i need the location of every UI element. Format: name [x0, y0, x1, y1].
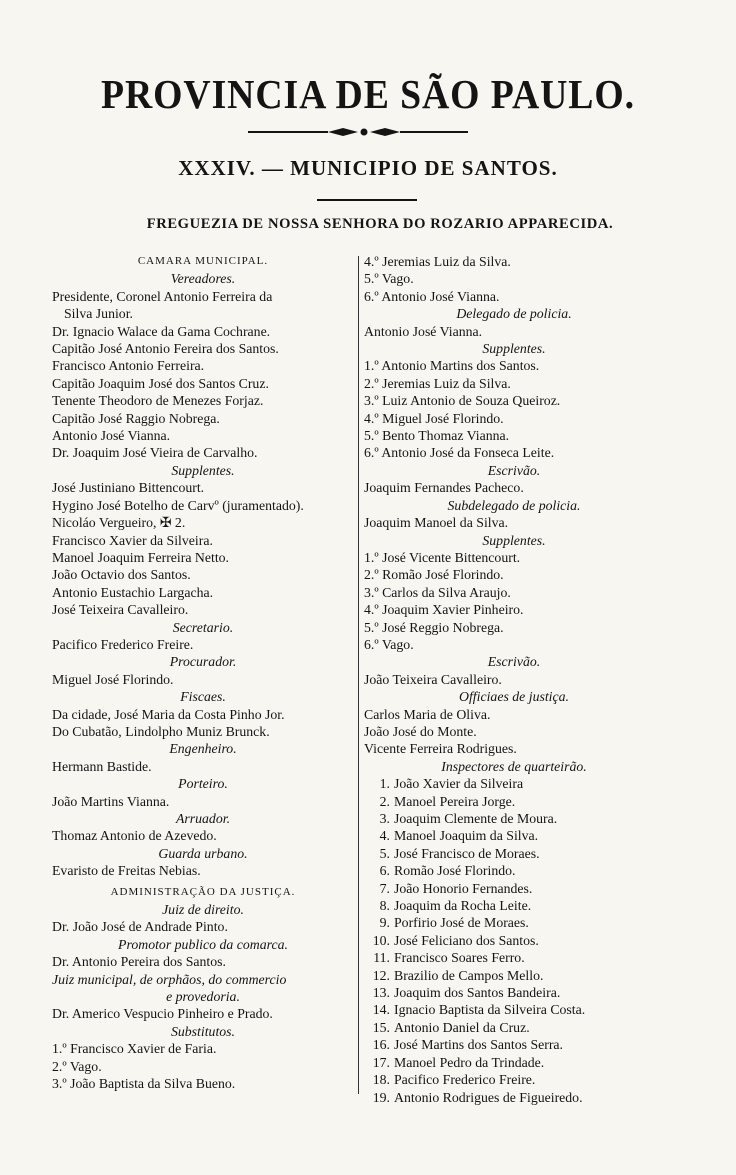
entry-name: Joaquim Xavier Pinheiro. [382, 602, 524, 618]
ordinal: 10. [372, 932, 390, 948]
subsection-heading: Juiz de direito. [162, 902, 244, 918]
list-item [364, 357, 664, 374]
ordinal: 12. [372, 967, 390, 983]
list-item: Vicente Ferreira Rodrigues. [364, 741, 517, 757]
list-item [364, 253, 664, 270]
entry-name: Ignacio Baptista da Silveira Costa. [394, 1002, 586, 1018]
subsection-heading: Guarda urbano. [158, 845, 248, 861]
list-item: Pacifico Frederico Freire. [52, 636, 194, 652]
ordinal: 2.º [364, 567, 379, 583]
list-item: João Octavio dos Santos. [52, 567, 191, 583]
list-item [364, 793, 664, 810]
entry-name: Pacifico Frederico Freire. [394, 1072, 536, 1088]
subsection-heading: Fiscaes. [180, 689, 226, 705]
entry-name: Manoel Joaquim da Silva. [394, 828, 539, 844]
entry-name: Antonio José Vianna. [381, 288, 500, 304]
list-item: João Martins Vianna. [52, 793, 170, 809]
subsection-heading: Delegado de policia. [456, 306, 572, 322]
list-item [364, 1019, 664, 1036]
list-item [364, 619, 664, 636]
list-item [364, 270, 664, 287]
entry-name: Antonio José da Fonseca Leite. [381, 445, 555, 461]
list-item [364, 967, 664, 984]
list-item [52, 1040, 354, 1057]
list-item: Joaquim Fernandes Pacheco. [364, 480, 524, 496]
list-item [364, 1089, 664, 1106]
ordinal: 7. [379, 880, 390, 896]
ordinal: 4. [379, 828, 390, 844]
entry-name: José Martins dos Santos Serra. [394, 1037, 563, 1053]
entry-name: José Vicente Bittencourt. [382, 549, 521, 565]
subsection-heading: Procurador. [169, 654, 237, 670]
entry-name: Jeremias Luiz da Silva. [382, 375, 511, 391]
list-item [364, 444, 664, 461]
list-item: Thomaz Antonio de Azevedo. [52, 828, 217, 844]
entry-name: João Honorio Fernandes. [394, 880, 533, 896]
section-heading: CAMARA MUNICIPAL. [137, 255, 269, 267]
list-item [364, 1001, 664, 1018]
list-item [364, 549, 664, 566]
list-item [364, 1054, 664, 1071]
entry-name: Joaquim dos Santos Bandeira. [394, 985, 561, 1001]
list-item [364, 392, 664, 409]
list-item [364, 636, 664, 653]
ordinal: 4.º [364, 410, 379, 426]
list-item: Da cidade, José Maria da Costa Pinho Jor. [52, 706, 285, 722]
ordinal: 11. [373, 950, 390, 966]
list-item: Antonio Eustachio Largacha. [52, 584, 214, 600]
ordinal: 6.º [364, 288, 379, 304]
list-item: Antonio José Vianna. [364, 323, 483, 339]
ordinal: 5.º [364, 428, 379, 444]
list-item [364, 827, 664, 844]
ordinal: 1.º [52, 1041, 67, 1057]
ordinal: 18. [372, 1072, 390, 1088]
list-item [364, 897, 664, 914]
ordinal: 3.º [364, 584, 379, 600]
list-item [364, 775, 664, 792]
ordinal: 14. [372, 1002, 390, 1018]
list-item: Dr. Antonio Pereira dos Santos. [52, 954, 226, 970]
list-item: Silva Junior. [64, 306, 133, 322]
list-item [364, 566, 664, 583]
list-item: Capitão José Antonio Fereira dos Santos. [52, 341, 279, 357]
entry-name: José Francisco de Moraes. [394, 845, 540, 861]
ordinal: 17. [372, 1054, 390, 1070]
entry-name: Joaquim Clemente de Moura. [394, 811, 558, 826]
list-item [364, 375, 664, 392]
list-item: Dr. Ignacio Walace da Gama Cochrane. [52, 323, 271, 339]
section-heading: ADMINISTRAÇÃO DA JUSTIÇA. [110, 885, 296, 898]
entry-name: Porfirio José de Moraes. [394, 915, 529, 931]
list-item: Dr. João José de Andrade Pinto. [52, 919, 228, 935]
subsection-heading: Secretario. [172, 619, 234, 635]
list-item: Capitão José Raggio Nobrega. [52, 410, 220, 426]
page-title: PROVINCIA DE SÃO PAULO. [101, 71, 635, 117]
entry-name: Joaquim da Rocha Leite. [394, 898, 532, 914]
subsection-heading: Substitutos. [170, 1023, 235, 1039]
subsection-heading: Subdelegado de policia. [447, 497, 581, 513]
column-divider [358, 256, 359, 1094]
subsection-heading: Officiaes de justiça. [459, 689, 569, 705]
right-column [364, 253, 664, 1106]
ordinal: 1.º [364, 549, 379, 565]
subsection-heading: Inspectores de quarteirão. [441, 758, 587, 774]
subsection-heading: Supplentes. [482, 532, 546, 548]
entry-name: Romão José Florindo. [382, 567, 504, 583]
entry-name: Luiz Antonio de Souza Queiroz. [382, 393, 561, 409]
list-item: José Teixeira Cavalleiro. [52, 602, 189, 618]
subsection-heading: Supplentes. [171, 462, 235, 478]
list-item: Joaquim Manoel da Silva. [364, 515, 509, 531]
ordinal: 8. [379, 898, 390, 914]
list-item [364, 584, 664, 601]
list-item [364, 880, 664, 897]
list-item [364, 845, 664, 862]
entry-name: Francisco Soares Ferro. [394, 950, 525, 966]
left-column [52, 253, 354, 1093]
ordinal: 3.º [52, 1076, 67, 1092]
list-item: Antonio José Vianna. [52, 428, 171, 444]
list-item [364, 914, 664, 931]
list-item [364, 427, 664, 444]
list-item: Manoel Joaquim Ferreira Netto. [52, 549, 230, 565]
list-item [364, 601, 664, 618]
entry-name: Francisco Xavier de Faria. [70, 1041, 217, 1057]
list-item: Tenente Theodoro de Menezes Forjaz. [52, 393, 264, 409]
ordinal: 6. [379, 863, 390, 879]
list-item [364, 1071, 664, 1088]
heading-rule [317, 199, 417, 201]
municipality-heading: XXXIV. — MUNICIPIO DE SANTOS. [178, 156, 558, 180]
list-item: Carlos Maria de Oliva. [364, 706, 491, 722]
entry-name: Miguel José Florindo. [382, 410, 504, 426]
ordinal: 1. [379, 776, 390, 792]
entry-name: José Feliciano dos Santos. [394, 932, 539, 948]
subsection-heading: Escrivão. [487, 462, 541, 478]
list-item: Hermann Bastide. [52, 758, 152, 774]
ordinal: 5.º [364, 271, 379, 287]
ordinal: 4.º [364, 254, 379, 269]
subsection-heading: Arruador. [175, 811, 231, 826]
entry-name: Antonio Daniel da Cruz. [394, 1019, 530, 1035]
list-item: Capitão Joaquim José dos Santos Cruz. [52, 375, 269, 391]
subsection-heading: Escrivão. [487, 654, 541, 670]
list-item: Dr. Americo Vespucio Pinheiro e Prado. [52, 1006, 273, 1022]
entry-name: Carlos da Silva Araujo. [382, 584, 511, 600]
list-item [364, 410, 664, 427]
ordinal: 9. [379, 915, 390, 931]
list-item [364, 1036, 664, 1053]
ordinal: 6.º [364, 445, 379, 461]
entry-name: Romão José Florindo. [394, 863, 516, 879]
list-item [364, 862, 664, 879]
list-item: Hygino José Botelho de Carvº (juramentado). [52, 497, 304, 513]
entry-name: Vago. [381, 636, 414, 652]
parish-heading: FREGUEZIA DE NOSSA SENHORA DO ROZARIO APPARECIDA. [146, 216, 614, 232]
list-item: Miguel José Florindo. [52, 671, 174, 687]
ordinal: 3.º [364, 393, 379, 409]
list-item: João José do Monte. [364, 723, 477, 739]
list-item: Presidente, Coronel Antonio Ferreira da [52, 288, 273, 304]
entry-name: Antonio Rodrigues de Figueiredo. [394, 1089, 583, 1105]
list-item: Francisco Xavier da Silveira. [52, 532, 213, 548]
subsection-heading: Promotor publico da comarca. [118, 936, 288, 952]
ordinal: 1.º [364, 358, 379, 374]
list-item [364, 932, 664, 949]
subsection-heading: Vereadores. [170, 271, 236, 287]
subsection-heading: Supplentes. [482, 341, 546, 357]
subsection-heading: e provedoria. [166, 989, 240, 1005]
list-item [364, 810, 664, 827]
entry-name: João Xavier da Silveira [394, 776, 524, 792]
list-item [52, 1058, 354, 1075]
subsection-heading: Engenheiro. [169, 741, 237, 757]
ordinal: 6.º [364, 636, 379, 652]
ornament-divider-icon [248, 126, 468, 138]
list-item: Francisco Antonio Ferreira. [52, 358, 205, 374]
ordinal: 16. [372, 1037, 390, 1053]
list-item: Nicoláo Vergueiro, ✠ 2. [52, 515, 186, 531]
ordinal: 3. [379, 811, 390, 826]
subsection-heading: Juiz municipal, de orphãos, do commercio [52, 971, 287, 987]
list-item [364, 984, 664, 1001]
entry-name: Jeremias Luiz da Silva. [382, 254, 511, 269]
list-item: João Teixeira Cavalleiro. [364, 671, 502, 687]
ordinal: 13. [372, 985, 390, 1001]
entry-name: Antonio Martins dos Santos. [381, 358, 540, 374]
list-item: Dr. Joaquim José Vieira de Carvalho. [52, 445, 258, 461]
ordinal: 15. [372, 1019, 390, 1035]
ordinal: 2.º [52, 1058, 67, 1074]
ordinal: 19. [372, 1089, 390, 1105]
entry-name: Manoel Pereira Jorge. [394, 793, 516, 809]
ordinal: 5.º [364, 619, 379, 635]
ordinal: 2. [379, 793, 390, 809]
ordinal: 2.º [364, 375, 379, 391]
entry-name: Brazilio de Campos Mello. [394, 967, 544, 983]
subsection-heading: Porteiro. [178, 776, 228, 792]
entry-name: Bento Thomaz Vianna. [382, 428, 510, 444]
list-item [364, 949, 664, 966]
list-item [364, 288, 664, 305]
entry-name: Vago. [69, 1058, 102, 1074]
list-item: Evaristo de Freitas Nebias. [52, 863, 201, 879]
entry-name: José Reggio Nobrega. [382, 619, 504, 635]
list-item [52, 1075, 354, 1092]
entry-name: Manoel Pedro da Trindade. [394, 1054, 545, 1070]
ordinal: 5. [379, 845, 390, 861]
entry-name: Vago. [381, 271, 414, 287]
list-item: José Justiniano Bittencourt. [52, 480, 205, 496]
list-item: Do Cubatão, Lindolpho Muniz Brunck. [52, 723, 270, 739]
ordinal: 4.º [364, 602, 379, 618]
entry-name: João Baptista da Silva Bueno. [70, 1076, 236, 1092]
